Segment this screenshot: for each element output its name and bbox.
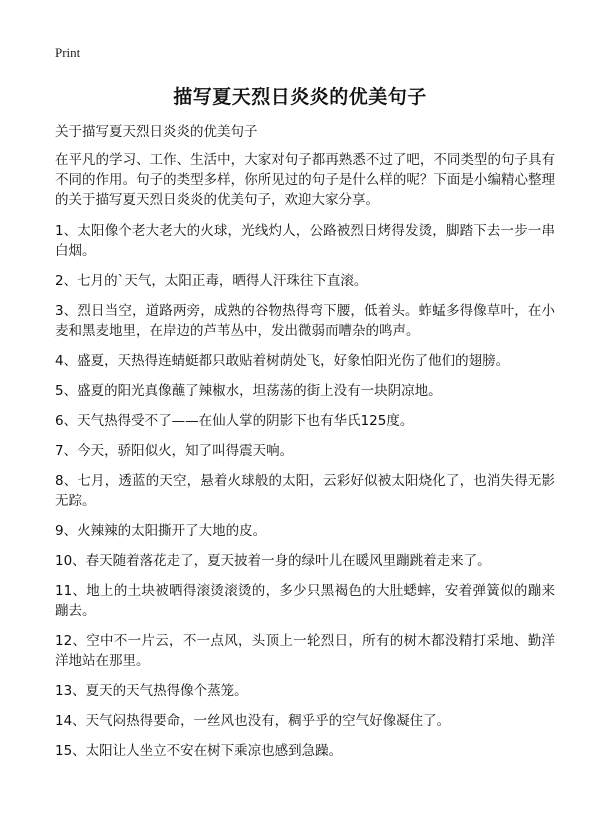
- intro-paragraph: 在平凡的学习、工作、生活中，大家对句子都再熟悉不过了吧，不同类型的句子具有不同的作用。句子的类型多样，你所见过的句子是什么样的呢？下面是小编精心整理的关于描写夏天烈日炎炎的优美句子，欢迎大家分享。: [55, 152, 555, 208]
- sentence-item: 6、天气热得受不了——在仙人掌的阴影下也有华氏125度。: [55, 413, 414, 429]
- sentence-item: 15、太阳让人坐立不安在树下乘凉也感到急躁。: [55, 743, 343, 759]
- sentence-item: 13、夏天的天气热得像个蒸笼。: [55, 683, 248, 699]
- sentence-item: 8、七月，透蓝的天空，悬着火球般的太阳，云彩好似被太阳烧化了，也消失得无影无踪。: [55, 473, 555, 509]
- print-link[interactable]: Print: [55, 45, 81, 60]
- sentence-item: 9、火辣辣的太阳撕开了大地的皮。: [55, 523, 267, 539]
- sentence-item: 4、盛夏，天热得连蜻蜓都只敢贴着树荫处飞，好象怕阳光伤了他们的翅膀。: [55, 353, 510, 369]
- article-body: [55, 150, 555, 771]
- sentence-item: 7、今天，骄阳似火，知了叫得震天响。: [55, 443, 294, 459]
- article-subtitle: 关于描写夏天烈日炎炎的优美句子: [55, 124, 258, 140]
- sentence-item: 3、烈日当空，道路两旁，成熟的谷物热得弯下腰，低着头。蚱蜢多得像草叶，在小麦和黑麦地里，在岸边的芦苇丛中，发出微弱而嘈杂的鸣声。: [55, 303, 555, 339]
- sentence-item: 11、地上的土块被晒得滚烫滚烫的，多少只黑褐色的大肚蟋蟀，安着弹簧似的蹦来蹦去。: [55, 583, 555, 619]
- sentence-item: 12、空中不一片云，不一点风，头顶上一轮烈日，所有的树木都没精打采地、勤洋洋地站在那里。: [55, 633, 555, 669]
- sentence-item: 14、天气闷热得要命，一丝风也没有，稠乎乎的空气好像凝住了。: [55, 713, 451, 729]
- sentence-item: 1、太阳像个老大老大的火球，光线灼人，公路被烈日烤得发烫，脚踏下去一步一串白烟。: [55, 223, 555, 259]
- sentence-item: 5、盛夏的阳光真像蘸了辣椒水，坦荡荡的街上没有一块阴凉地。: [55, 383, 442, 399]
- page-title: 描写夏天烈日炎炎的优美句子: [173, 86, 427, 108]
- sentence-item: 2、七月的`天气，太阳正毒，晒得人汗珠往下直滚。: [55, 273, 368, 289]
- sentence-item: 10、春天随着落花走了，夏天披着一身的绿叶儿在暖风里蹦跳着走来了。: [55, 553, 491, 569]
